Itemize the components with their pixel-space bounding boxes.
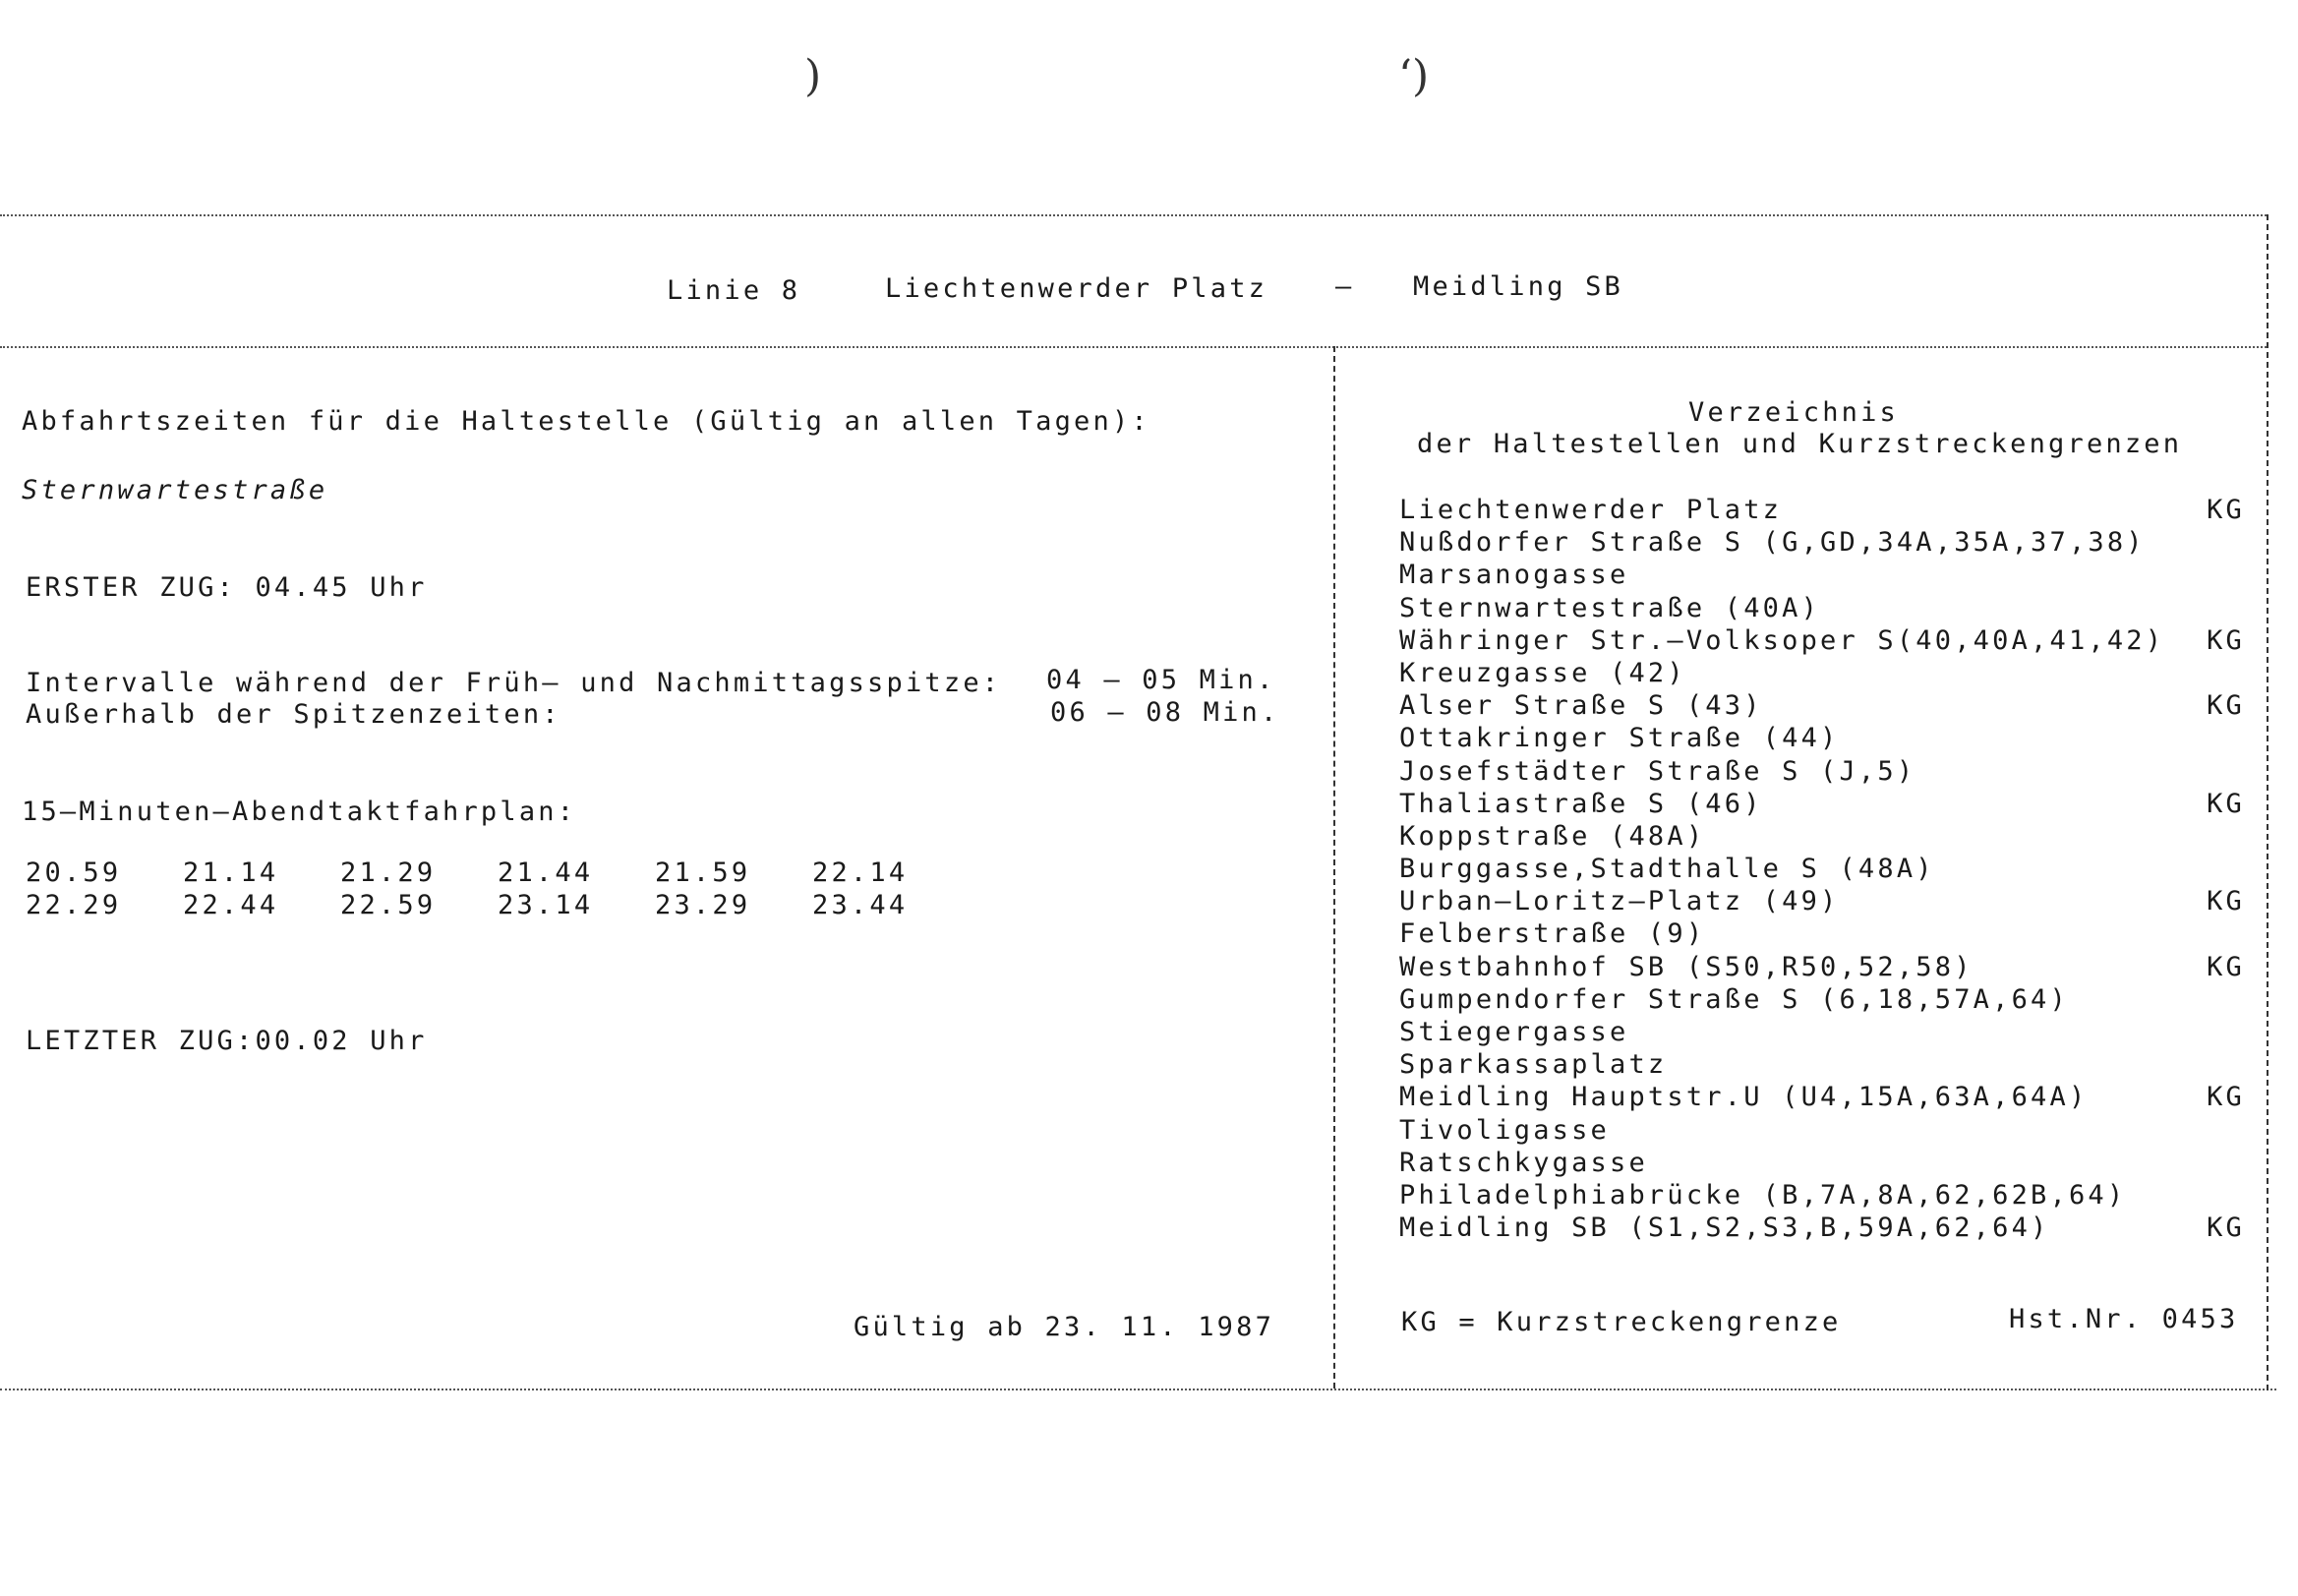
route-dash: –	[1335, 271, 1355, 302]
column-divider	[1333, 346, 1335, 1389]
stop-list-name: Nußdorfer Straße S (G,GD,34A,35A,37,38)	[1399, 527, 2146, 559]
peak-interval-value: 04 – 05 Min.	[1046, 665, 1276, 695]
stop-list-name: Josefstädter Straße S (J,5)	[1399, 755, 1916, 787]
stop-list-name: Thaliastraße S (46)	[1399, 788, 1763, 819]
list-item	[1399, 1114, 2255, 1150]
stop-list-kg: KG	[2207, 1082, 2245, 1113]
stop-list-name: Stiegergasse	[1399, 1017, 1629, 1047]
stop-list-name: Tivoligasse	[1399, 1114, 1611, 1146]
punch-mark-left: )	[804, 51, 822, 101]
stop-list-name: Philadelphiabrücke (B,7A,8A,62,62B,64)	[1399, 1179, 2127, 1211]
time-cell: 23.44	[812, 890, 909, 920]
frame-right-border	[2267, 214, 2269, 1390]
list-item	[1399, 692, 2255, 725]
list-item	[1399, 951, 2255, 986]
list-item	[1399, 657, 2255, 692]
stop-list-name: Kreuzgasse (42)	[1399, 657, 1686, 688]
list-item	[1399, 529, 2255, 562]
time-cell: 21.14	[183, 857, 279, 888]
stop-list-name: Meidling SB (S1,S2,S3,B,59A,62,64)	[1399, 1212, 2050, 1244]
stop-list-name: Urban–Loritz–Platz (49)	[1399, 886, 1840, 917]
list-item	[1399, 820, 2255, 856]
time-cell: 22.59	[340, 890, 437, 920]
stop-list-kg: KG	[2207, 1212, 2245, 1244]
stop-list-name: Gumpendorfer Straße S (6,18,57A,64)	[1399, 983, 2069, 1015]
time-cell: 21.44	[498, 857, 594, 888]
stop-list-name: Meidling Hauptstr.U (U4,15A,63A,64A)	[1399, 1082, 2089, 1113]
stop-list-kg: KG	[2207, 886, 2245, 917]
evening-times-row	[26, 890, 970, 922]
frame-bottom-border	[0, 1389, 2276, 1390]
stop-index-subtitle: der Haltestellen und Kurzstreckengrenzen	[1417, 429, 2183, 459]
time-cell: 22.44	[183, 890, 279, 920]
list-item	[1399, 983, 2255, 1019]
stop-list-name: Liechtenwerder Platz	[1399, 495, 1783, 525]
punch-mark-right: ‘)	[1398, 51, 1430, 101]
stop-number: Hst.Nr. 0453	[2009, 1304, 2239, 1334]
list-item	[1399, 562, 2255, 594]
list-item	[1399, 497, 2255, 529]
list-item	[1399, 920, 2255, 953]
list-item	[1399, 755, 2255, 791]
list-item	[1399, 624, 2255, 660]
stop-index-title: Verzeichnis	[1688, 397, 1900, 428]
list-item	[1399, 1084, 2255, 1116]
stop-list-name: Sternwartestraße (40A)	[1399, 592, 1821, 623]
stop-list-name: Marsanogasse	[1399, 560, 1629, 591]
time-cell: 22.29	[26, 890, 122, 920]
time-cell: 23.29	[655, 890, 751, 920]
list-item	[1399, 725, 2255, 757]
stop-list-name: Felberstraße (9)	[1399, 918, 1706, 950]
valid-from: Gültig ab 23. 11. 1987	[854, 1312, 1275, 1342]
header-divider	[0, 346, 2267, 348]
list-item	[1399, 788, 2255, 823]
list-item	[1399, 1214, 2255, 1247]
list-item	[1399, 856, 2255, 888]
list-item	[1399, 1147, 2255, 1182]
time-cell: 23.14	[498, 890, 594, 920]
evening-times-row	[26, 857, 970, 890]
stop-list-name: Ottakringer Straße (44)	[1399, 723, 1840, 754]
stop-list-kg: KG	[2207, 690, 2245, 722]
offpeak-interval-label: Außerhalb der Spitzenzeiten:	[26, 699, 561, 730]
stop-name: Sternwartestraße	[22, 475, 328, 505]
stop-list-name: Ratschkygasse	[1399, 1147, 1648, 1178]
stop-list-name: Koppstraße (48A)	[1399, 820, 1706, 852]
list-item	[1399, 888, 2255, 920]
departures-heading: Abfahrtszeiten für die Haltestelle (Gültig an allen Tagen):	[22, 406, 1150, 437]
line-number: Linie 8	[667, 275, 801, 306]
time-cell: 20.59	[26, 857, 122, 888]
peak-interval-label: Intervalle während der Früh– und Nachmittagsspitze:	[26, 668, 1002, 698]
stop-list-kg: KG	[2207, 788, 2245, 819]
offpeak-interval-value: 06 – 08 Min.	[1050, 697, 1280, 728]
stop-list-kg: KG	[2207, 951, 2245, 982]
evening-timetable-title: 15–Minuten–Abendtaktfahrplan:	[22, 797, 577, 827]
stop-list-name: Sparkassaplatz	[1399, 1049, 1668, 1081]
stop-list	[1399, 497, 2255, 1247]
route-destination: Meidling SB	[1413, 271, 1624, 302]
list-item	[1399, 1179, 2255, 1214]
stop-list-name: Alser Straße S (43)	[1399, 690, 1763, 722]
kg-legend: KG = Kurzstreckengrenze	[1401, 1307, 1842, 1337]
evening-times-grid	[26, 857, 970, 922]
list-item	[1399, 592, 2255, 627]
frame-top-border	[0, 214, 2267, 216]
last-train: LETZTER ZUG:00.02 Uhr	[26, 1026, 428, 1056]
time-cell: 21.29	[340, 857, 437, 888]
route-origin: Liechtenwerder Platz	[885, 273, 1268, 304]
first-train: ERSTER ZUG: 04.45 Uhr	[26, 572, 428, 603]
stop-list-name: Westbahnhof SB (S50,R50,52,58)	[1399, 951, 1974, 982]
time-cell: 22.14	[812, 857, 909, 888]
stop-list-kg: KG	[2207, 624, 2245, 656]
list-item	[1399, 1051, 2255, 1084]
stop-list-kg: KG	[2207, 495, 2245, 525]
stop-list-name: Burggasse,Stadthalle S (48A)	[1399, 854, 1935, 885]
stop-list-name: Währinger Str.–Volksoper S(40,40A,41,42)	[1399, 624, 2165, 656]
time-cell: 21.59	[655, 857, 751, 888]
list-item	[1399, 1019, 2255, 1051]
